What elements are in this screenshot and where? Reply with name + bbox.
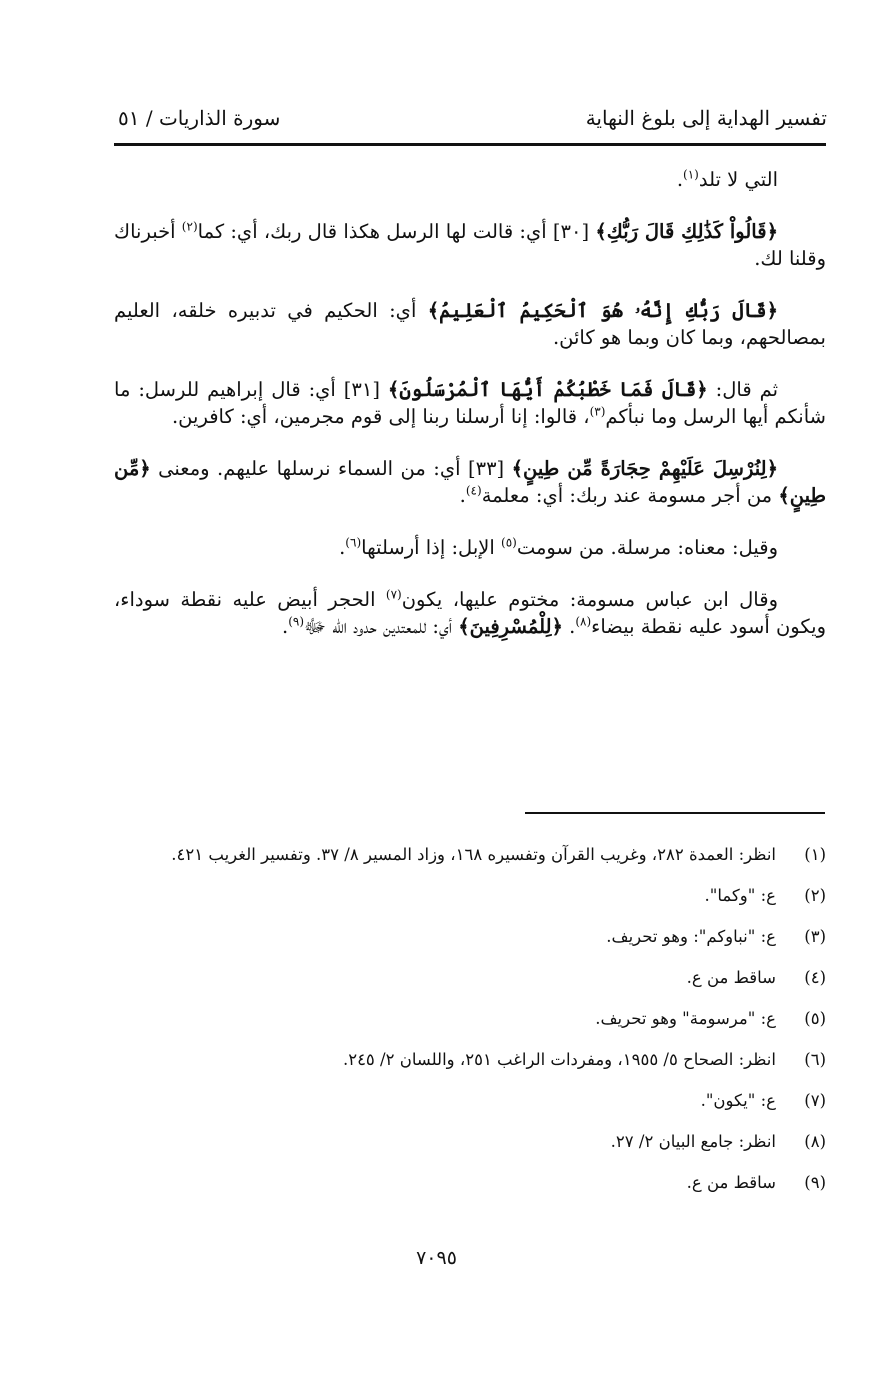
footnote-text: ع: "يكون". [700, 1091, 776, 1110]
running-header [112, 100, 827, 136]
paragraph-7 [114, 586, 826, 640]
header-rule [114, 143, 826, 146]
p6-end: . [339, 536, 346, 559]
footnote-text: ع: "وكما". [704, 886, 776, 905]
footnote-text: انظر: العمدة ٢٨٢، وغريب القرآن وتفسيره ١٦٨، وزاد المسير ٨/ ٣٧. وتفسير الغريب ٤٢١. [171, 845, 776, 864]
footnote-text: ساقط من ع. [686, 1173, 776, 1192]
page-number: ٧٠٩٥ [416, 1247, 457, 1269]
footnote-text: ساقط من ع. [686, 968, 776, 987]
quran-quote: ﴿قَالَ رَبُّكِ إِنَّهُۥ هُوَ ٱلْحَكِيمُ ٱلْعَلِيمُ﴾ [427, 299, 779, 322]
footnote-number: (٦) [804, 1050, 826, 1069]
footnote-ref-2: (٢) [181, 219, 198, 234]
footnote-ref-1: (١) [683, 167, 699, 182]
p1-end: . [676, 168, 684, 191]
footnote-ref-5: (٥) [501, 535, 517, 550]
quran-quote: ﴿قَالَ فَمَا خَطْبُكُمْ أَيُّهَا ٱلْمُرْسَلُونَ﴾ [387, 378, 708, 401]
footnotes [114, 840, 826, 1209]
quran-quote: ﴿قَالُواْ كَذَٰلِكِ قَالَ رَبُّكِ﴾ [595, 220, 778, 243]
quran-quote: ﴿لِنُرْسِلَ عَلَيْهِمْ حِجَارَةً مِّن طِينٍ﴾ [511, 457, 778, 480]
footnote-number: (٥) [804, 1009, 826, 1028]
paragraph-5 [114, 455, 826, 509]
footnote [114, 840, 826, 870]
footnote [114, 1127, 826, 1157]
p2-end: أخبرناك وقلنا لك. [114, 220, 826, 270]
paragraph-3 [114, 297, 826, 351]
p7-text-2: الحجر أبيض عليه نقطة سوداء، ويكون أسود عليه نقطة بيضاء [114, 588, 826, 638]
footnote-text: انظر: الصحاح ٥/ ١٩٥٥، ومفردات الراغب ٢٥١، واللسان ٢/ ٢٤٥. [342, 1050, 776, 1069]
footnote-text: انظر: جامع البيان ٢/ ٢٧. [610, 1132, 776, 1151]
footnote-text: ع: "نباوكم": وهو تحريف. [606, 927, 776, 946]
p7-text-4: أي: للمعتدين حدود الله ﷻ [304, 615, 459, 638]
footnote-separator [525, 812, 825, 814]
footnote-ref-4: (٤) [465, 483, 482, 498]
paragraph-6 [114, 534, 826, 561]
footnote-text: ع: "مرسومة" وهو تحريف. [595, 1009, 776, 1028]
p5-end: . [459, 484, 466, 507]
p1-text: التي لا تلد [698, 168, 778, 191]
p4-text: أي: قال إبراهيم للرسل: ما شأنكم أيها الرسل وما نبأكم [114, 378, 826, 428]
footnote-number: (٧) [804, 1091, 826, 1110]
footnote [114, 1045, 826, 1075]
footnote-number: (٩) [804, 1173, 826, 1192]
surah-page-label: سورة الذاريات / ٥١ [118, 106, 281, 130]
footnote-number: (٢) [804, 886, 826, 905]
footnote [114, 881, 826, 911]
footnote-ref-7: (٧) [385, 587, 402, 602]
book-title: تفسير الهداية إلى بلوغ النهاية [585, 106, 827, 130]
footnote-ref-3: (٣) [589, 404, 606, 419]
footnote [114, 1168, 826, 1198]
p4-lead: ثم قال: [707, 378, 778, 401]
footnote-number: (٤) [804, 968, 826, 987]
main-text [114, 166, 826, 665]
quran-quote: ﴿لِلْمُسْرِفِينَ﴾ [458, 615, 563, 638]
p7-text-3: . [562, 615, 576, 638]
footnote-ref-9: (٩) [288, 614, 305, 629]
footnote-ref-8: (٨) [575, 614, 592, 629]
footnote-number: (٣) [804, 927, 826, 946]
footnote [114, 1086, 826, 1116]
footnote-number: (٨) [804, 1132, 826, 1151]
p5-text: أي: من السماء نرسلها عليهم. ومعنى [150, 457, 461, 480]
verse-number: [٣١] [335, 378, 388, 401]
footnote [114, 963, 826, 993]
p6-text: وقيل: معناه: مرسلة. من سومت [516, 536, 778, 559]
p3-text: أي: الحكيم في تدبيره خلقه، العليم بمصالحهم، وبما كان وبما هو كائن. [114, 299, 826, 349]
p7-end: . [282, 615, 289, 638]
p2-text: أي: قالت لها الرسل هكذا قال ربك، أي: كما [197, 220, 547, 243]
paragraph-2 [114, 218, 826, 272]
footnote-number: (١) [804, 845, 826, 864]
p6-text-2: الإبل: إذا أرسلتها [361, 536, 501, 559]
verse-number: [٣٠] [546, 220, 596, 243]
footnote [114, 922, 826, 952]
quran-quote-2: ﴿مِّن طِينٍ﴾ [114, 457, 826, 507]
p7-text: وقال ابن عباس مسومة: مختوم عليها، يكون [401, 588, 778, 611]
verse-number: [٣٣] [460, 457, 512, 480]
p4-end: ، قالوا: إنا أرسلنا ربنا إلى قوم مجرمين، أي: كافرين. [171, 405, 590, 428]
footnote [114, 1004, 826, 1034]
p5-text-2: من أجر مسومة عند ربك: أي: معلمة [481, 484, 779, 507]
paragraph-4 [114, 376, 826, 430]
footnote-ref-6: (٦) [345, 535, 362, 550]
paragraph-1 [114, 166, 826, 193]
